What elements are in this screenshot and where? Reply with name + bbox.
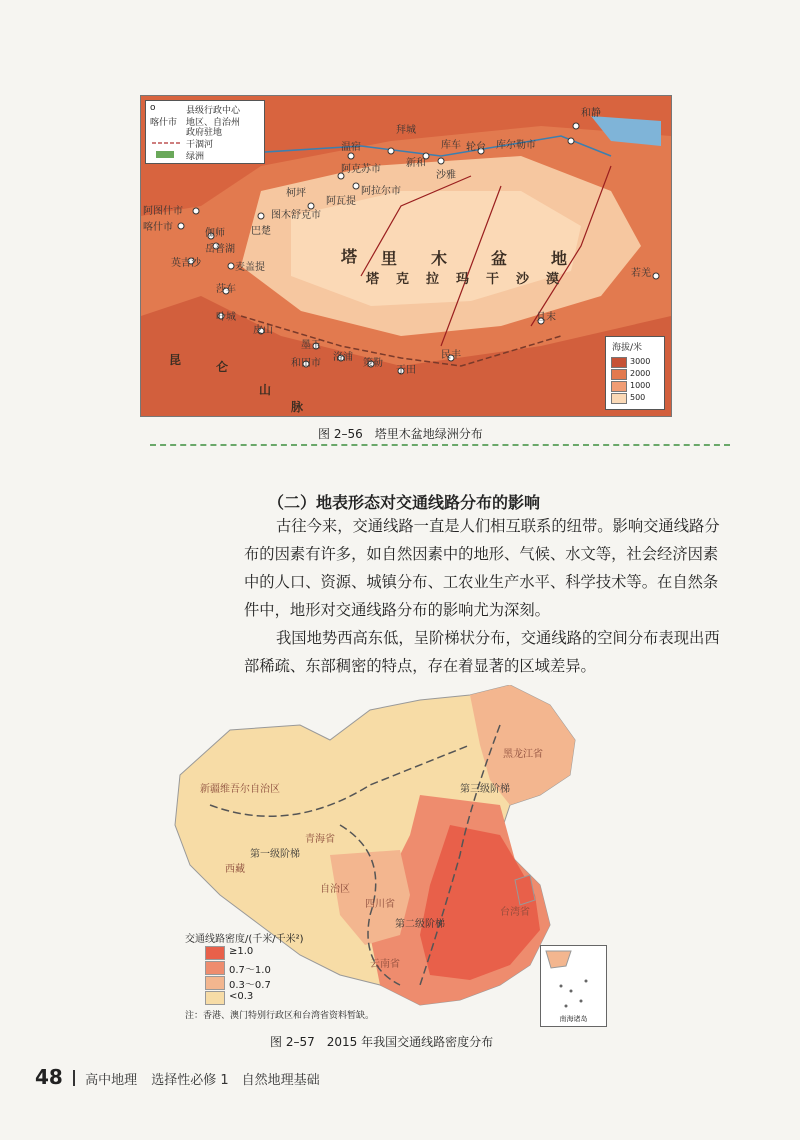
figure-caption-2-56: 图 2–56 塔里木盆地绿洲分布 bbox=[318, 427, 483, 441]
label-step-3: 第三级阶梯 bbox=[460, 784, 510, 795]
density-level: 0.7～1.0 bbox=[229, 965, 271, 976]
elevation-swatch bbox=[611, 381, 627, 392]
density-swatch bbox=[205, 976, 225, 990]
place-label: 阿图什市 bbox=[143, 206, 183, 217]
legend-capital-symbol: o bbox=[150, 103, 156, 113]
footer-series: 选择性必修 1 自然地理基础 bbox=[151, 1073, 320, 1088]
paragraph-2: 我国地势西高东低，呈阶梯状分布，交通线路的空间分布表现出西部稀疏、东部稠密的特点，存在着显著的区域差异。 bbox=[244, 629, 720, 675]
label-tibet-2: 自治区 bbox=[320, 884, 350, 895]
legend-symbols bbox=[152, 131, 182, 191]
label-taiwan: 台湾省 bbox=[500, 907, 530, 918]
kunlun-label: 脉 bbox=[291, 400, 304, 414]
density-note: 注：香港、澳门特别行政区和台湾省资料暂缺。 bbox=[185, 1011, 375, 1021]
basin-name: 盆 bbox=[491, 249, 508, 268]
density-level: ≥1.0 bbox=[229, 946, 254, 957]
elevation-level: 3000 bbox=[630, 357, 651, 366]
figure-caption-2-57: 图 2–57 2015 年我国交通线路密度分布 bbox=[270, 1035, 494, 1049]
label-qinghai: 青海省 bbox=[305, 834, 335, 845]
elevation-title: 海拔/米 bbox=[612, 343, 643, 353]
desert-name: 沙 bbox=[516, 272, 530, 287]
page-number: 48 bbox=[35, 1065, 63, 1089]
density-swatch bbox=[205, 961, 225, 975]
place-label: 皮山 bbox=[253, 325, 273, 336]
map1-legend bbox=[145, 100, 265, 164]
place-label: 阿拉尔市 bbox=[361, 186, 401, 197]
legend-capital-text-2: 地区、自治州 bbox=[186, 118, 241, 128]
place-label: 叶城 bbox=[216, 312, 236, 323]
place-label: 库尔勒市 bbox=[496, 140, 536, 151]
label-step-2: 第二级阶梯 bbox=[395, 919, 445, 930]
basin-name: 地 bbox=[551, 249, 568, 268]
label-sichuan: 四川省 bbox=[365, 899, 395, 910]
place-label: 岳普湖 bbox=[205, 244, 235, 255]
density-legend-title: 交通线路密度/(千米/千米²) bbox=[185, 934, 304, 945]
place-label: 莎车 bbox=[216, 284, 236, 295]
place-label: 轮台 bbox=[466, 142, 486, 153]
basin-name: 塔 bbox=[341, 247, 358, 266]
page-footer bbox=[35, 1065, 320, 1089]
legend-sample-city: 喀什市 bbox=[150, 118, 178, 128]
section-title: （二）地表形态对交通线路分布的影响 bbox=[268, 493, 541, 512]
label-yunnan: 云南省 bbox=[370, 959, 400, 970]
kunlun-label: 山 bbox=[259, 383, 272, 397]
place-label: 巴楚 bbox=[251, 226, 271, 237]
label-tibet: 西藏 bbox=[225, 864, 245, 875]
basin-name: 里 bbox=[381, 249, 398, 268]
density-level: <0.3 bbox=[229, 991, 254, 1002]
place-label: 麦盖提 bbox=[235, 262, 265, 273]
desert-name: 克 bbox=[396, 272, 410, 287]
dashed-divider bbox=[150, 444, 730, 446]
footer-separator bbox=[73, 1070, 75, 1086]
basin-name: 木 bbox=[431, 249, 448, 268]
place-label: 图木舒克市 bbox=[271, 210, 321, 221]
density-swatch bbox=[205, 991, 225, 1005]
desert-name: 塔 bbox=[366, 272, 380, 287]
place-label: 喀什市 bbox=[143, 222, 173, 233]
density-legend bbox=[185, 930, 375, 1021]
kunlun-label: 昆 bbox=[169, 353, 182, 367]
place-label: 阿克苏市 bbox=[341, 164, 381, 175]
place-label: 民丰 bbox=[441, 350, 461, 361]
place-label: 和田市 bbox=[291, 358, 321, 369]
legend-oasis: 绿洲 bbox=[186, 152, 205, 162]
density-level: 0.3～0.7 bbox=[229, 980, 271, 991]
place-label: 和静 bbox=[581, 108, 601, 119]
place-label: 沙雅 bbox=[436, 170, 456, 181]
place-label: 于田 bbox=[396, 365, 416, 376]
elevation-swatch bbox=[611, 393, 627, 404]
tarim-basin-map bbox=[140, 95, 672, 417]
desert-name: 漠 bbox=[546, 272, 560, 287]
place-label: 且末 bbox=[536, 312, 556, 323]
place-label: 库车 bbox=[441, 140, 461, 151]
place-label: 墨玉 bbox=[301, 340, 321, 351]
place-label: 英吉沙 bbox=[171, 258, 201, 269]
place-label: 拜城 bbox=[396, 125, 416, 136]
elevation-level: 1000 bbox=[630, 381, 651, 390]
legend-river: 干涸河 bbox=[186, 140, 214, 150]
elevation-level: 2000 bbox=[630, 369, 651, 378]
place-label: 新和 bbox=[406, 158, 426, 169]
footer-book: 高中地理 bbox=[85, 1073, 138, 1088]
place-label: 柯坪 bbox=[286, 188, 306, 199]
elevation-swatch bbox=[611, 369, 627, 380]
nanhai-label: 南海诸岛 bbox=[559, 1015, 588, 1023]
density-swatch bbox=[205, 946, 225, 960]
place-label: 策勒 bbox=[363, 358, 383, 369]
label-xinjiang: 新疆维吾尔自治区 bbox=[200, 784, 280, 795]
desert-name: 玛 bbox=[456, 272, 470, 287]
label-heilongjiang: 黑龙江省 bbox=[503, 749, 543, 760]
elevation-swatch bbox=[611, 357, 627, 368]
desert-name: 干 bbox=[486, 272, 500, 287]
legend-capital-text-3: 政府驻地 bbox=[186, 128, 223, 138]
place-label: 温宿 bbox=[341, 142, 361, 153]
elevation-level: 500 bbox=[630, 393, 646, 402]
place-label: 阿瓦提 bbox=[326, 196, 356, 207]
kunlun-label: 仑 bbox=[216, 360, 229, 374]
south-china-sea-inset bbox=[540, 945, 607, 1027]
place-label: 洛浦 bbox=[333, 352, 353, 363]
legend-capital-text-1: 县级行政中心 bbox=[186, 106, 241, 116]
desert-name: 拉 bbox=[426, 272, 440, 287]
label-step-1: 第一级阶梯 bbox=[250, 849, 300, 860]
elevation-legend bbox=[605, 336, 665, 410]
paragraph-1: 古往今来，交通线路一直是人们相互联系的纽带。影响交通线路分布的因素有许多，如自然因素中的地形、气候、水文等，社会经济因素中的人口、资源、城镇分布、工农业生产水平、科学技术等。在自然条件中，地形对交通线路分布的影响尤为深刻。 bbox=[244, 517, 720, 619]
place-label: 伽师 bbox=[205, 228, 225, 239]
place-label: 若羌 bbox=[631, 268, 651, 279]
